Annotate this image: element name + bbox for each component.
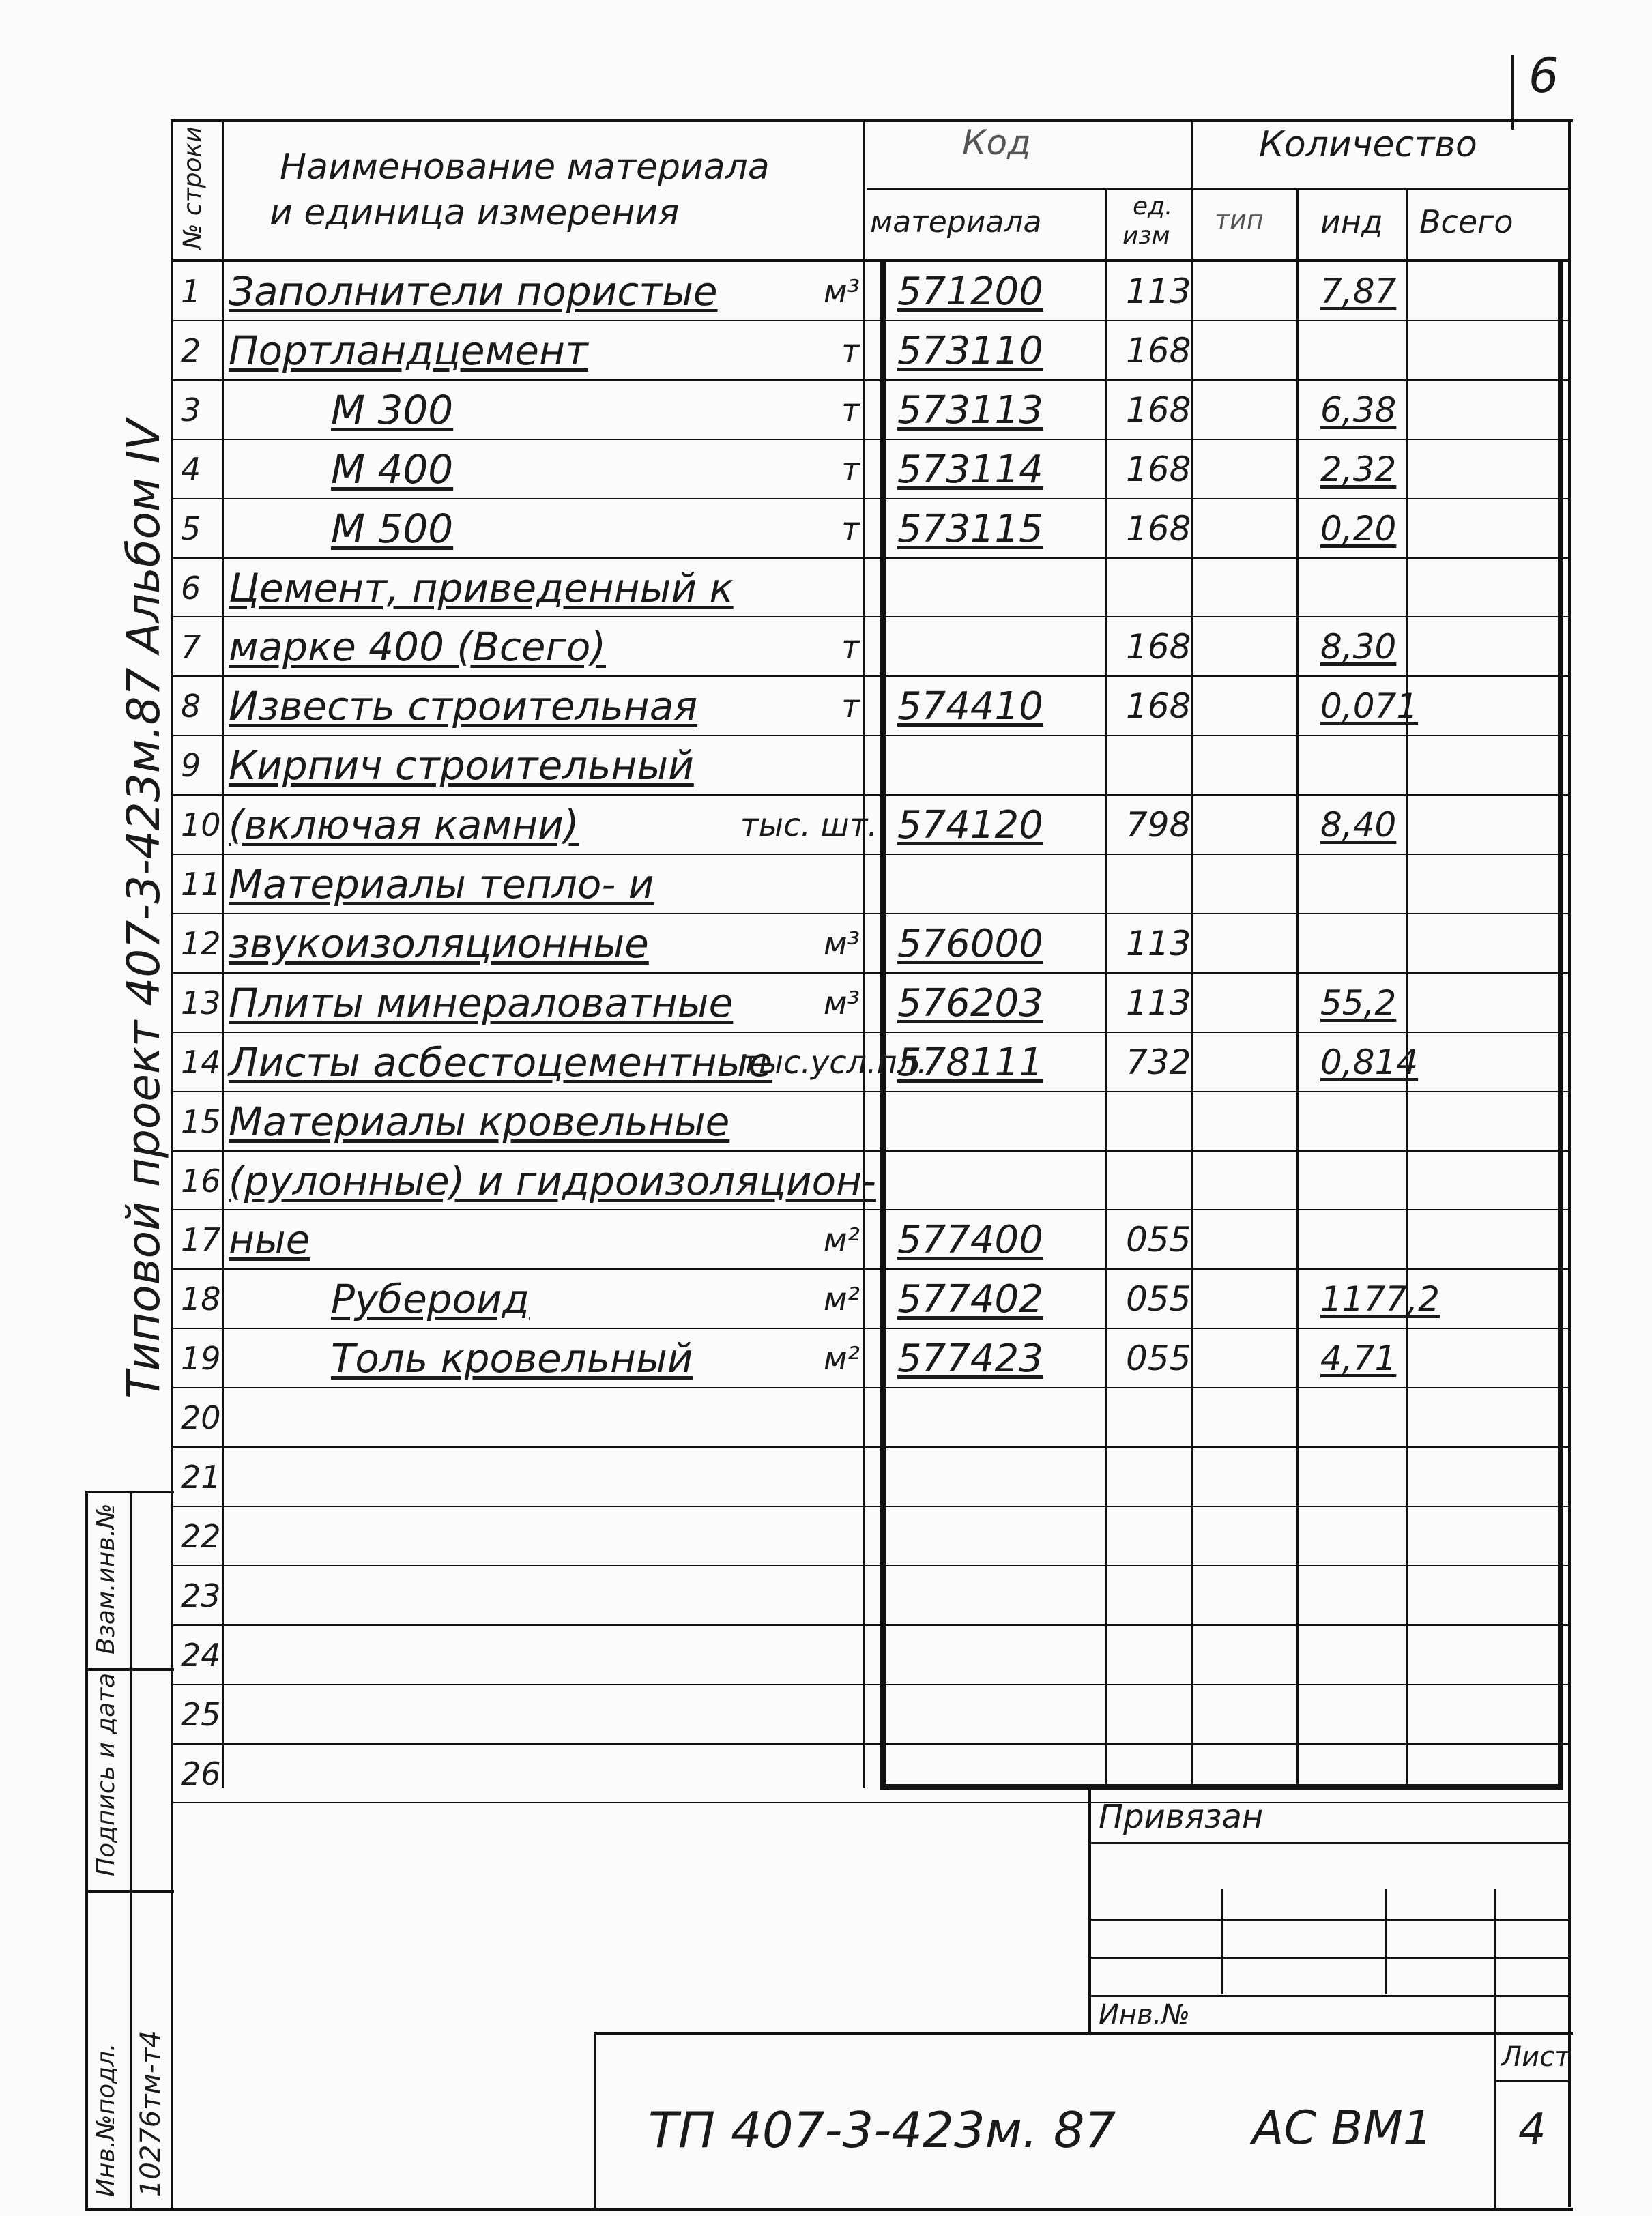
- material-name: Материалы кровельные: [229, 1098, 730, 1145]
- table-row: [174, 448, 1569, 491]
- header-qty-total: Всего: [1419, 203, 1513, 240]
- row-number: 6: [181, 570, 201, 607]
- quantity-ind: 0,071: [1320, 686, 1419, 726]
- material-name: (рулонные) и гидроизоляцион-: [229, 1158, 876, 1204]
- material-name: Плиты минераловатные: [229, 980, 734, 1026]
- table-row: [174, 1160, 1569, 1203]
- header-code: Код: [962, 123, 1031, 162]
- header-code-unit-1: ед.: [1133, 192, 1173, 220]
- unit: м²: [823, 1281, 860, 1317]
- row-divider: [171, 972, 1569, 974]
- material-code: 577400: [897, 1218, 1043, 1262]
- sheet-number: 4: [1518, 2105, 1546, 2155]
- material-name: Листы асбестоцементные: [229, 1039, 772, 1085]
- header-name-line1: Наименование материала: [280, 147, 770, 188]
- unit: т: [841, 688, 860, 725]
- table-row: [174, 626, 1569, 669]
- table-row: [174, 1041, 1569, 1084]
- table-row: [174, 1397, 1569, 1440]
- material-name: марке 400 (Всего): [229, 624, 606, 670]
- unit: [740, 1397, 860, 1440]
- measure-code: 113: [1126, 924, 1191, 963]
- row-number: 12: [181, 925, 221, 962]
- row-divider: [171, 1743, 1569, 1745]
- row-divider: [171, 675, 1569, 677]
- unit: [740, 744, 860, 787]
- material-code: 571200: [897, 269, 1043, 314]
- table-row: [174, 685, 1569, 728]
- table-row: [174, 270, 1569, 313]
- row-number: 22: [181, 1518, 221, 1555]
- project-vertical-title: Типовой проект 407-3-423м.87 Альбом IV: [117, 419, 170, 1399]
- document-mark: АС ВМ1: [1252, 2101, 1433, 2155]
- table-row: [174, 804, 1569, 847]
- row-number: 9: [181, 747, 201, 784]
- stamp-inv-orig: Инв.№подл.: [92, 2043, 120, 2197]
- table-row: [174, 567, 1569, 610]
- quantity-ind: 7,87: [1320, 272, 1397, 311]
- header-name-line2: и единица измерения: [270, 192, 680, 233]
- quantity-ind: 4,71: [1320, 1339, 1397, 1378]
- table-row: [174, 1100, 1569, 1143]
- measure-code: 168: [1126, 331, 1191, 370]
- material-name: М 400: [331, 446, 454, 493]
- table-row: [174, 1337, 1569, 1380]
- header-quantity: Количество: [1259, 124, 1477, 165]
- stamp-sign-date: Подпись и дата: [92, 1672, 120, 1876]
- row-divider: [171, 379, 1569, 381]
- unit: тыс. шт.: [740, 806, 878, 843]
- material-code: 573114: [897, 448, 1043, 492]
- material-name: Толь кровельный: [331, 1335, 693, 1382]
- unit: [740, 1693, 860, 1736]
- row-divider: [171, 616, 1569, 617]
- row-number: 1: [181, 273, 201, 310]
- row-number: 15: [181, 1103, 221, 1140]
- row-number: 13: [181, 985, 221, 1021]
- measure-code: 168: [1126, 450, 1191, 489]
- measure-code: 168: [1126, 390, 1191, 430]
- material-name: Материалы тепло- и: [229, 861, 654, 907]
- row-divider: [171, 1446, 1569, 1448]
- material-name: Кирпич строительный: [229, 742, 694, 789]
- row-divider: [171, 1684, 1569, 1685]
- table-row: [174, 1278, 1569, 1321]
- row-divider: [171, 1565, 1569, 1566]
- material-name: М 300: [331, 387, 454, 433]
- row-number: 4: [181, 451, 201, 488]
- measure-code: 055: [1126, 1339, 1191, 1378]
- unit: [740, 1515, 860, 1558]
- row-number: 23: [181, 1577, 221, 1614]
- page-number-mark: [1511, 55, 1514, 130]
- unit: т: [841, 332, 860, 369]
- material-code: 573110: [897, 329, 1043, 373]
- material-name: ные: [229, 1216, 310, 1263]
- header-row-no: № строки: [179, 126, 207, 249]
- row-divider: [171, 1150, 1569, 1152]
- inv-no-label: Инв.№: [1099, 1999, 1190, 2030]
- unit: [740, 1456, 860, 1499]
- table-row: [174, 389, 1569, 432]
- unit: тыс.усл.пл.: [740, 1044, 927, 1081]
- table-row: [174, 327, 1569, 374]
- row-number: 2: [181, 332, 201, 369]
- row-divider: [171, 794, 1569, 796]
- material-name: звукоизоляционные: [229, 920, 649, 967]
- unit: [740, 567, 860, 610]
- material-name: Цемент, приведенный к: [229, 565, 734, 611]
- table-row: [174, 744, 1569, 787]
- material-name: Заполнители пористые: [229, 268, 718, 315]
- material-code: 574410: [897, 684, 1043, 729]
- quantity-ind: 1177,2: [1320, 1279, 1440, 1319]
- row-number: 14: [181, 1044, 221, 1081]
- row-number: 16: [181, 1163, 221, 1199]
- row-number: 17: [181, 1221, 221, 1258]
- table-row: [174, 1753, 1569, 1796]
- row-number: 7: [181, 628, 201, 665]
- measure-code: 168: [1126, 627, 1191, 667]
- table-row: [174, 863, 1569, 906]
- row-divider: [171, 320, 1569, 321]
- row-divider: [171, 1268, 1569, 1270]
- table-row: [174, 1216, 1569, 1263]
- row-divider: [171, 1802, 1569, 1803]
- table-row: [174, 1575, 1569, 1618]
- table-row: [174, 1634, 1569, 1677]
- row-divider: [171, 557, 1569, 559]
- quantity-ind: 8,30: [1320, 627, 1397, 667]
- unit: м²: [823, 1340, 860, 1377]
- material-name: (включая камни): [229, 802, 579, 848]
- measure-code: 798: [1126, 805, 1191, 845]
- table-row: [174, 508, 1569, 551]
- header-code-material: материала: [870, 205, 1042, 239]
- row-divider: [171, 913, 1569, 914]
- material-code: 573115: [897, 507, 1043, 551]
- quantity-ind: 6,38: [1320, 390, 1397, 430]
- quantity-ind: 8,40: [1320, 805, 1397, 845]
- material-name: Портландцемент: [229, 327, 588, 374]
- table-row: [174, 1515, 1569, 1558]
- page-number: 6: [1528, 48, 1559, 104]
- unit: [740, 1100, 860, 1143]
- unit: [740, 1753, 860, 1796]
- material-code: 573113: [897, 388, 1043, 433]
- measure-code: 055: [1126, 1220, 1191, 1259]
- measure-code: 168: [1126, 686, 1191, 726]
- row-divider: [171, 854, 1569, 855]
- row-number: 25: [181, 1696, 221, 1733]
- row-divider: [171, 1209, 1569, 1210]
- unit: м²: [823, 1221, 860, 1258]
- material-name: Известь строительная: [229, 683, 698, 729]
- material-code: 577402: [897, 1277, 1043, 1322]
- quantity-ind: 55,2: [1320, 983, 1397, 1023]
- quantity-ind: 0,814: [1320, 1043, 1419, 1082]
- header-code-unit-2: изм: [1122, 222, 1170, 250]
- row-number: 18: [181, 1281, 221, 1317]
- unit: т: [841, 510, 860, 547]
- measure-code: 113: [1126, 983, 1191, 1023]
- row-divider: [171, 1387, 1569, 1388]
- row-number: 26: [181, 1755, 221, 1792]
- row-number: 11: [181, 866, 221, 903]
- measure-code: 113: [1126, 272, 1191, 311]
- row-number: 19: [181, 1340, 221, 1377]
- row-divider: [171, 439, 1569, 440]
- sheet-label: Лист: [1501, 2041, 1571, 2073]
- quantity-ind: 2,32: [1320, 450, 1397, 489]
- row-divider: [171, 1328, 1569, 1329]
- row-divider: [171, 1091, 1569, 1092]
- measure-code: 732: [1126, 1043, 1191, 1082]
- unit: [740, 1634, 860, 1677]
- table-row: [174, 1693, 1569, 1736]
- material-code: 576000: [897, 922, 1043, 966]
- material-name: Рубероид: [331, 1276, 530, 1322]
- unit: м³: [823, 925, 860, 962]
- measure-code: 168: [1126, 509, 1191, 549]
- row-number: 3: [181, 392, 201, 428]
- row-number: 8: [181, 688, 201, 725]
- material-code: 578111: [897, 1040, 1043, 1085]
- header-qty-type: тип: [1215, 205, 1264, 235]
- header-qty-ind: инд: [1320, 203, 1383, 240]
- row-number: 20: [181, 1399, 221, 1436]
- unit: т: [841, 628, 860, 665]
- table-row: [174, 922, 1569, 965]
- unit: м³: [823, 273, 860, 310]
- material-code: 576203: [897, 981, 1043, 1025]
- material-code: 574120: [897, 803, 1043, 847]
- row-divider: [171, 1624, 1569, 1626]
- row-divider: [171, 735, 1569, 736]
- row-divider: [171, 1506, 1569, 1507]
- stamp-inv-orig-value: 10276тм-т4: [135, 2030, 166, 2197]
- material-name: М 500: [331, 506, 454, 552]
- unit: [740, 1160, 860, 1203]
- unit: [740, 1575, 860, 1618]
- document-code: ТП 407-3-423м. 87: [648, 2101, 1116, 2159]
- measure-code: 055: [1126, 1279, 1191, 1319]
- row-divider: [171, 1032, 1569, 1033]
- unit: т: [841, 392, 860, 428]
- row-number: 24: [181, 1637, 221, 1674]
- unit: м³: [823, 985, 860, 1021]
- unit: т: [841, 451, 860, 488]
- table-row: [174, 1456, 1569, 1499]
- row-number: 21: [181, 1459, 221, 1496]
- unit: [740, 863, 860, 906]
- row-number: 5: [181, 510, 201, 547]
- row-divider: [171, 498, 1569, 499]
- row-number: 10: [181, 806, 221, 843]
- privyazan-label: Привязан: [1099, 1798, 1264, 1836]
- stamp-vzam: Взам.инв.№: [92, 1503, 120, 1654]
- table-row: [174, 982, 1569, 1025]
- quantity-ind: 0,20: [1320, 509, 1397, 549]
- material-code: 577423: [897, 1337, 1043, 1381]
